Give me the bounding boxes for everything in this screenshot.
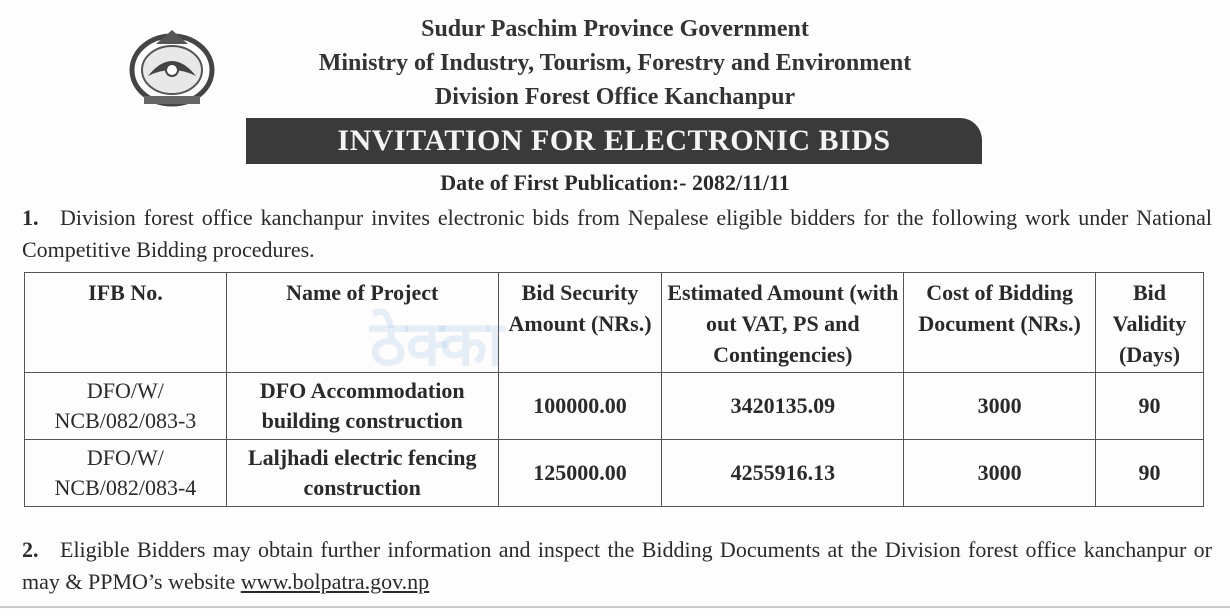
paragraph-2-number: 2. xyxy=(22,537,39,562)
bolpatra-link[interactable]: www.bolpatra.gov.np xyxy=(240,569,430,594)
ifb-number: DFO/W/ NCB/082/083-3 xyxy=(25,373,227,440)
project-name: DFO Accommodation building construction xyxy=(226,373,498,440)
table-row xyxy=(25,440,1204,507)
table-row xyxy=(25,373,1204,440)
paragraph-2 xyxy=(22,534,1212,598)
paragraph-1-text: Division forest office kanchanpur invites electronic bids from Nepalese eligible bidders for the following work under National Competitive Bidding procedures. xyxy=(22,205,1212,262)
bid-security: 125000.00 xyxy=(498,440,662,507)
bid-validity: 90 xyxy=(1096,440,1204,507)
column-header: Bid Validity (Days) xyxy=(1096,273,1204,373)
invitation-banner: INVITATION FOR ELECTRONIC BIDS xyxy=(246,118,982,164)
bid-security: 100000.00 xyxy=(498,373,662,440)
office-title: Division Forest Office Kanchanpur xyxy=(434,84,796,110)
project-name: Laljhadi electric fencing construction xyxy=(226,440,498,507)
document-cost: 3000 xyxy=(904,373,1096,440)
watermark: ठेक्का xyxy=(370,307,504,380)
table-header-row xyxy=(25,273,1204,373)
paragraph-1-number: 1. xyxy=(22,205,39,230)
column-header: IFB No. xyxy=(25,273,227,373)
publication-date: Date of First Publication:- 2082/11/11 xyxy=(440,170,790,195)
column-header: Bid Security Amount (NRs.) xyxy=(498,273,662,373)
bid-validity: 90 xyxy=(1096,373,1204,440)
column-header: Estimated Amount (with out VAT, PS and Contingencies) xyxy=(662,273,904,373)
paragraph-2-text: Eligible Bidders may obtain further information and inspect the Bidding Documents at the Division forest office kanchanpur or may & PPMO’s website xyxy=(22,537,1212,594)
paragraph-1 xyxy=(22,202,1212,266)
document-cost: 3000 xyxy=(904,440,1096,507)
estimated-amount: 4255916.13 xyxy=(662,440,904,507)
ifb-number: DFO/W/ NCB/082/083-4 xyxy=(25,440,227,507)
ministry-title: Ministry of Industry, Tourism, Forestry and Environment xyxy=(318,50,912,76)
government-title: Sudur Paschim Province Government xyxy=(421,16,809,42)
estimated-amount: 3420135.09 xyxy=(662,373,904,440)
column-header: Cost of Bidding Document (NRs.) xyxy=(904,273,1096,373)
bottom-divider xyxy=(0,606,1230,608)
column-header: Name of Project xyxy=(226,273,498,373)
bids-table xyxy=(24,272,1204,507)
